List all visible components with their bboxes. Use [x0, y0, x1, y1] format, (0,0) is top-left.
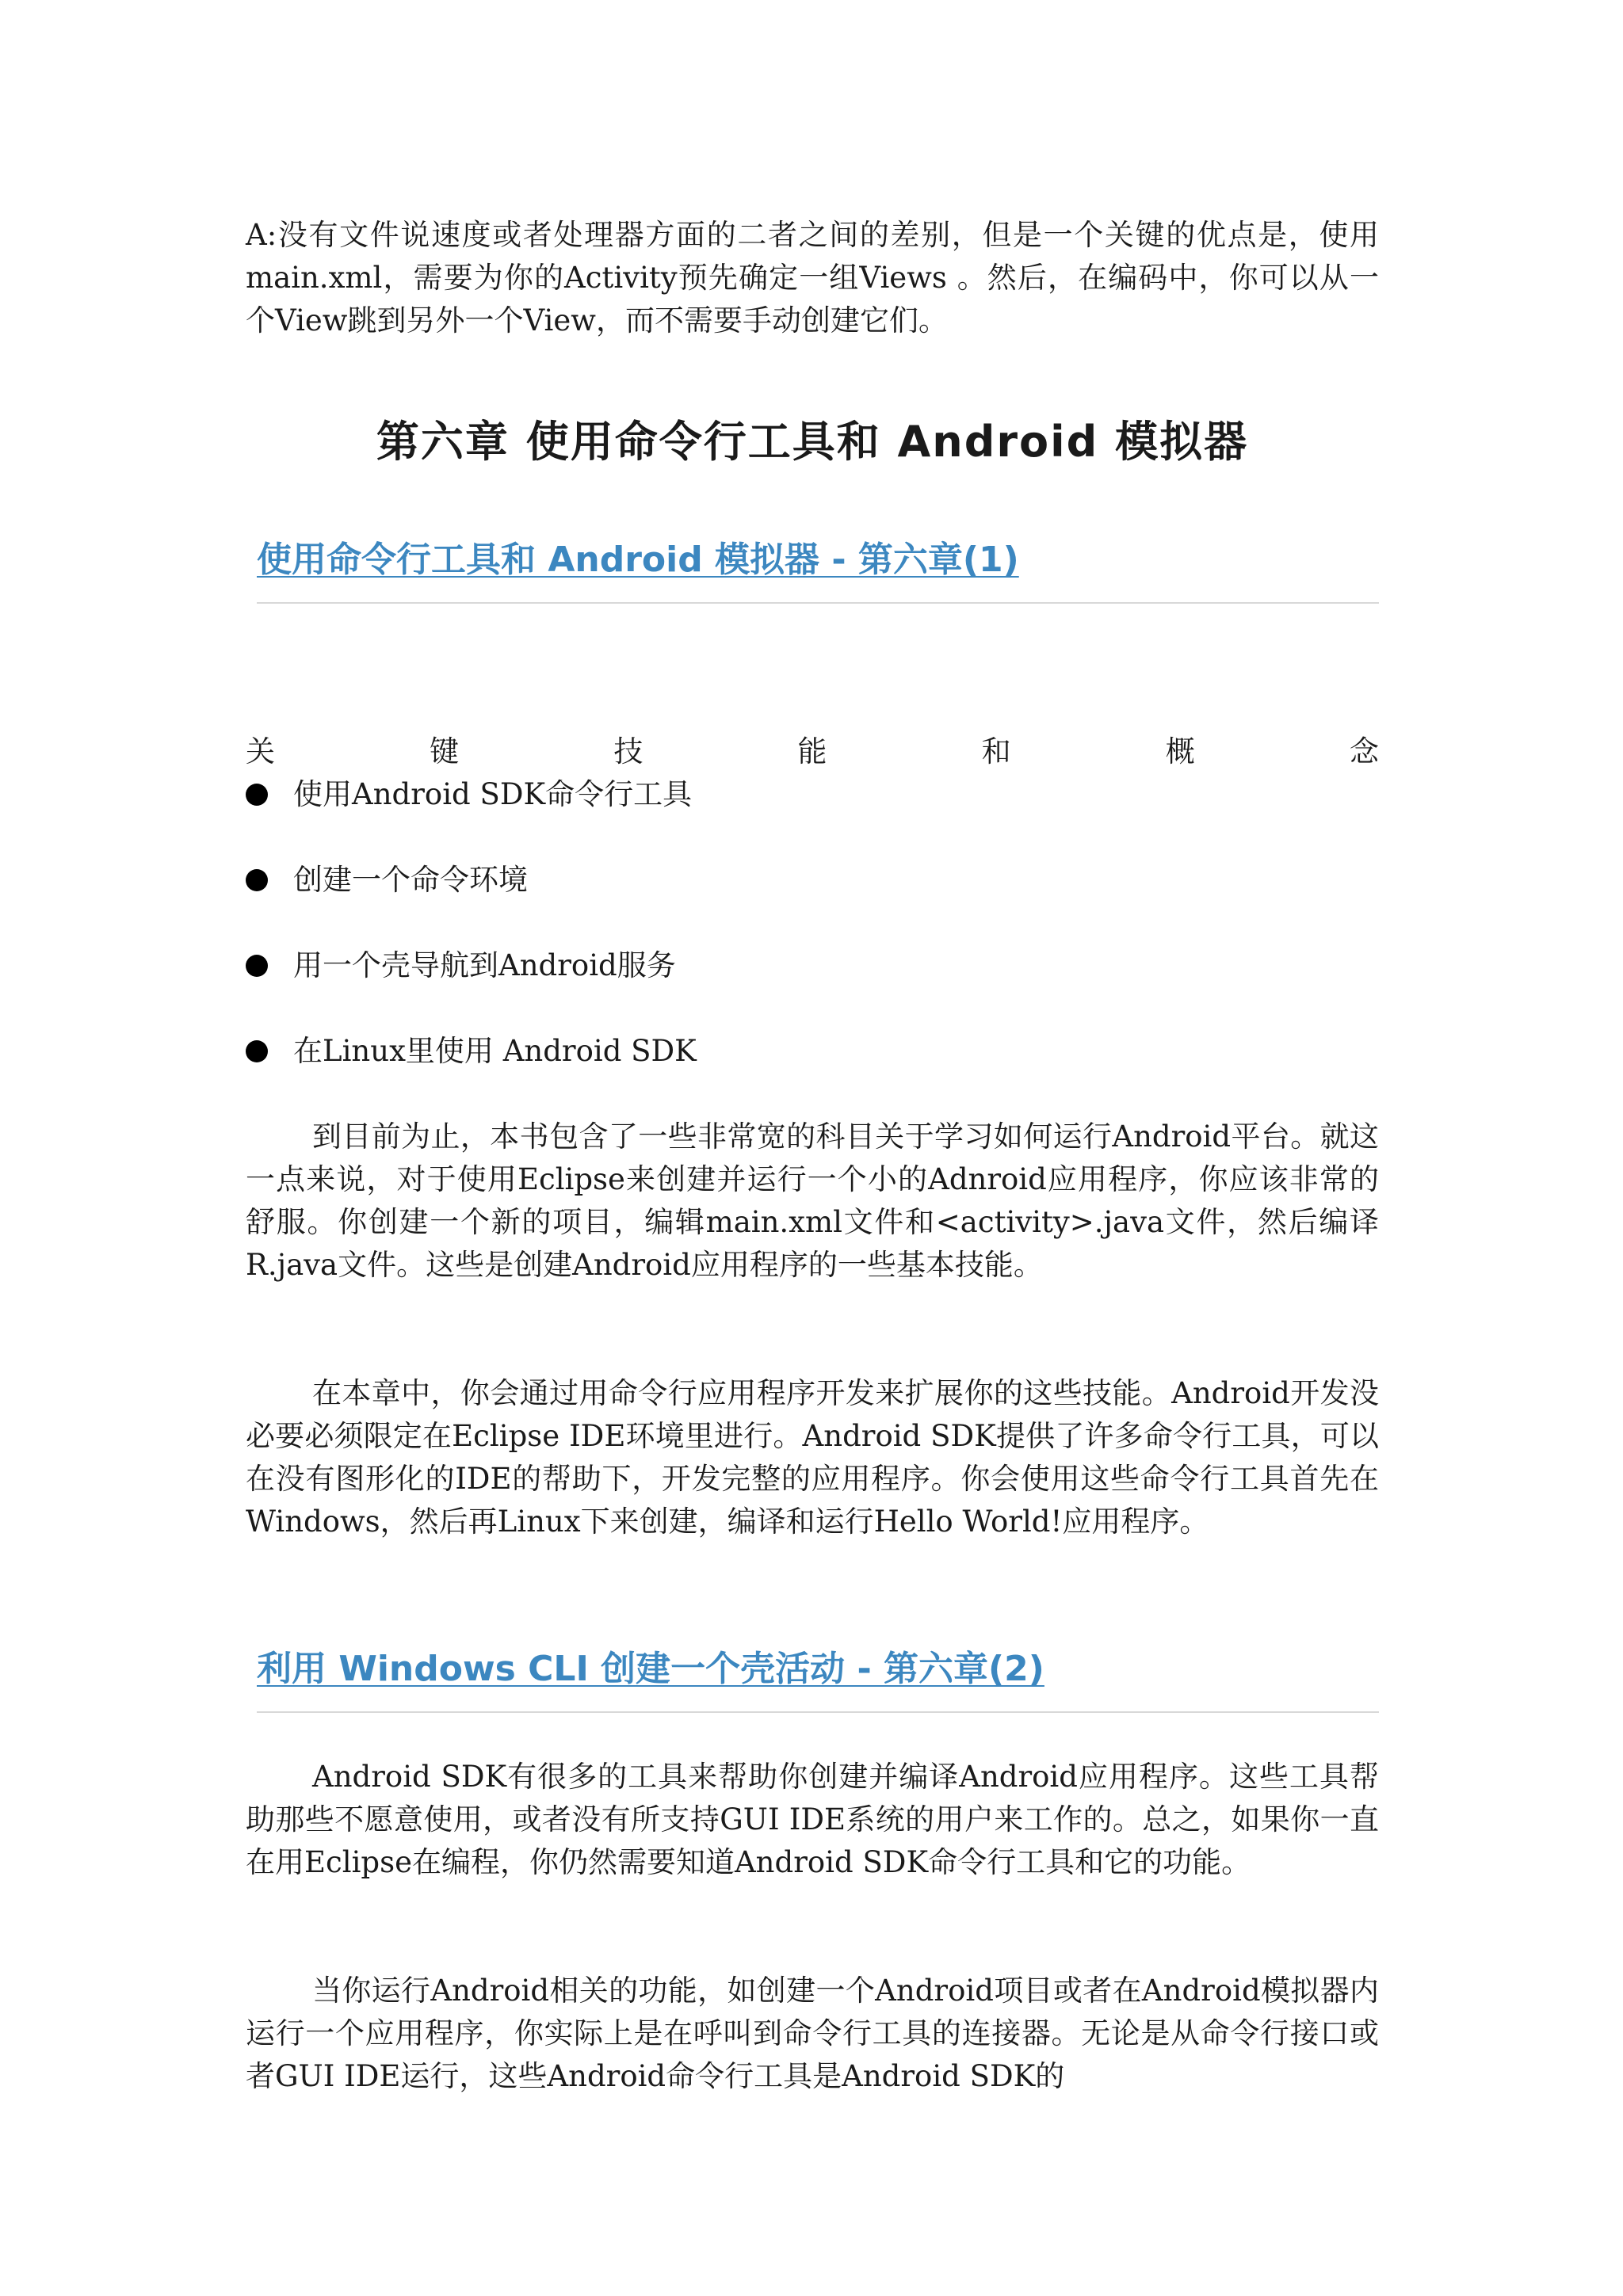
key-skills-heading [246, 730, 1379, 773]
bullet-item [246, 944, 1379, 987]
key-skills-char: 念 [1349, 734, 1379, 769]
key-skills-char: 技 [613, 734, 643, 769]
key-skills-char: 和 [981, 734, 1011, 769]
body-paragraph: 当你运行Android相关的功能，如创建一个Android项目或者在Android模拟器内运行一个应用程序，你实际上是在呼叫到命令行工具的连接器。无论是从命令行接口或者GUI IDE运行，这些Android命令行工具是Android SDK的 [246, 1974, 1379, 2093]
bullet-dot-icon [246, 1040, 268, 1062]
body-paragraph: 到目前为止，本书包含了一些非常宽的科目关于学习如何运行Android平台。就这一点来说，对于使用Eclipse来创建并运行一个小的Adnroid应用程序，你应该非常的舒服。你创建一个新的项目，编辑main.xml文件和<activity>.java文件，然后编译R.java文件。这些是创建Android应用程序的一些基本技能。 [246, 1119, 1379, 1282]
chapter-title: 第六章 使用命令行工具和 Android 模拟器 [376, 417, 1249, 467]
section-1-heading-link[interactable]: 使用命令行工具和 Android 模拟器 - 第六章(1) [257, 540, 1019, 580]
body-paragraph: 在本章中，你会通过用命令行应用程序开发来扩展你的这些技能。Android开发没必要必须限定在Eclipse IDE环境里进行。Android SDK提供了许多命令行工具，可以在没有图形化的IDE的帮助下，开发完整的应用程序。你会使用这些命令行工具首先在Windows，然后再Linux下来创建，编译和运行Hello World!应用程序。 [246, 1376, 1379, 1539]
key-skills-char: 概 [1165, 734, 1195, 769]
section-2 [257, 1640, 1379, 1713]
section-2-divider [257, 1711, 1379, 1713]
bullet-item [246, 859, 1379, 902]
bullet-text: 使用Android SDK命令行工具 [293, 777, 693, 811]
bullet-text: 在Linux里使用 Android SDK [293, 1034, 697, 1068]
bullet-text: 创建一个命令环境 [293, 863, 528, 897]
body-paragraph: Android SDK有很多的工具来帮助你创建并编译Android应用程序。这些工具帮助那些不愿意使用，或者没有所支持GUI IDE系统的用户来工作的。总之，如果你一直在用Eclipse在编程，你仍然需要知道Android SDK命令行工具和它的功能。 [246, 1760, 1379, 1879]
key-skills-char: 关 [246, 734, 275, 769]
section-2-heading-link[interactable]: 利用 Windows CLI 创建一个壳活动 - 第六章(2) [257, 1649, 1044, 1689]
section-1-divider [257, 602, 1379, 604]
bullet-text: 用一个壳导航到Android服务 [293, 948, 676, 982]
bullet-item [246, 1030, 1379, 1073]
section-1 [257, 531, 1379, 604]
bullet-dot-icon [246, 869, 268, 891]
bullet-dot-icon [246, 955, 268, 977]
key-skills-char: 键 [430, 734, 460, 769]
key-skills-char: 能 [797, 734, 827, 769]
bullet-item [246, 773, 1379, 816]
intro-paragraph: A:没有文件说速度或者处理器方面的二者之间的差别，但是一个关键的优点是，使用main.xml，需要为你的Activity预先确定一组Views 。然后，在编码中，你可以从一个View跳到另外一个View，而不需要手动创建它们。 [246, 218, 1379, 338]
bullet-dot-icon [246, 784, 268, 806]
